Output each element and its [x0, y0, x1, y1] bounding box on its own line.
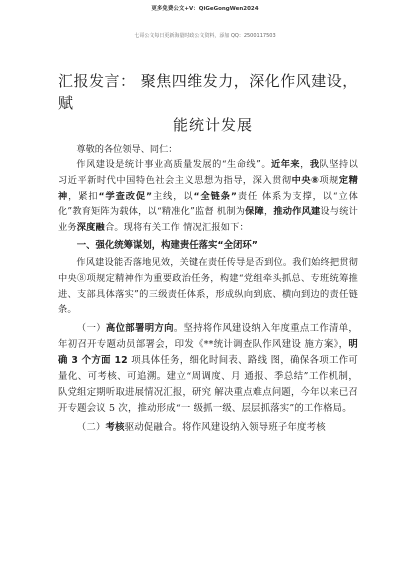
intro-text-9: 设与统计业务: [58, 206, 358, 234]
top-banner: 更多免费公文+V：QiGeGongWen2024: [151, 6, 259, 12]
document-title-line2: 能统计发展: [172, 116, 253, 134]
subsection2-text: 驱动促融合。将作风建设纳入领导班子年度考核: [124, 422, 326, 434]
subsection1: [58, 321, 358, 417]
intro-text-8: ，: [263, 206, 274, 218]
intro-bold-7: 保障: [245, 206, 264, 218]
section1-heading: 一、强化统筹谋划，构建责任落实“全闭环”: [76, 239, 258, 251]
intro-text-2: ，: [300, 159, 310, 170]
intro-bold-9: 深度融: [76, 222, 105, 234]
subsection1-heading: 高位部署明方向: [105, 323, 174, 335]
subsection2: [58, 420, 358, 436]
greeting: 尊敬的各位领导、同仁：: [76, 144, 178, 155]
intro-text-5: ，紧扣: [68, 190, 99, 202]
document-body: [58, 70, 358, 436]
intro-text-3: 队坚持以习近平新时代中国特色社会主义思想为指导，深入贯彻: [58, 159, 359, 186]
intro-paragraph: [58, 157, 358, 236]
section1-paragraph: 作风建设能否落地见效，关键在责任传导是否到位。我们始终把贯彻中央⑧项规定精神作为重要政治任务，构建“党组牵头抓总、专班统筹推进、支部具体落实”的三级责任体系，形成纵向到底、横向到边的责任链条。: [58, 256, 359, 316]
document-title-line1: 汇报发言： 聚焦四维发力，深化作风建设，赋: [58, 72, 358, 112]
intro-bold-1: 近年来: [271, 159, 301, 170]
notice-line: 七哥公文每日更新海量时政公文资料，添加 QQ：2500117503: [134, 33, 276, 39]
subsection1-text-2: 项具体任务，细化时间表、路线 图，确保各项工作可量化、可考核、可追溯。建立“周调度、月 通报、季总结”工作机制，队党组定期听取进展情况汇报，研究 解决重点难点问题，今年以来已召开专题会议 5 次，推动形成“一 级抓一级、层层抓落实”的工作格局。: [58, 355, 359, 415]
subsection1-label: （一）: [76, 323, 106, 335]
subsection1-text-1: 。坚持将作风建设纳入年度重点工作清单，年初召开专题动员部署会，印发《**统计调查队作风建设 施方案》，: [58, 323, 358, 351]
intro-bold-8: 推动作风建: [273, 206, 321, 218]
intro-bold-2: 我: [309, 159, 320, 170]
subsection1-bold-2: 明确 3 个方面 12: [58, 339, 358, 367]
intro-text-1: 作风建设是统计事业高质量发展的“生命线”。: [76, 159, 272, 170]
intro-text-10: 合。现将有关工作 情况汇报如下：: [104, 222, 249, 234]
subsection2-heading: 考核: [105, 422, 125, 434]
intro-bold-3: 中央⑧: [291, 174, 320, 186]
intro-bold-6: “全链条”: [193, 190, 238, 202]
intro-bold-4: 定精神: [58, 174, 358, 202]
intro-text-6: 主线，以: [152, 190, 194, 202]
subsection2-label: （二）: [76, 422, 106, 434]
intro-bold-5: “学查改促”: [98, 190, 153, 202]
intro-text-7: 责任 体系为支撑，以“立体化”教育矩阵为载体，以“精准化”监督 机制为: [58, 190, 359, 218]
intro-text-4: 项规: [319, 174, 339, 186]
